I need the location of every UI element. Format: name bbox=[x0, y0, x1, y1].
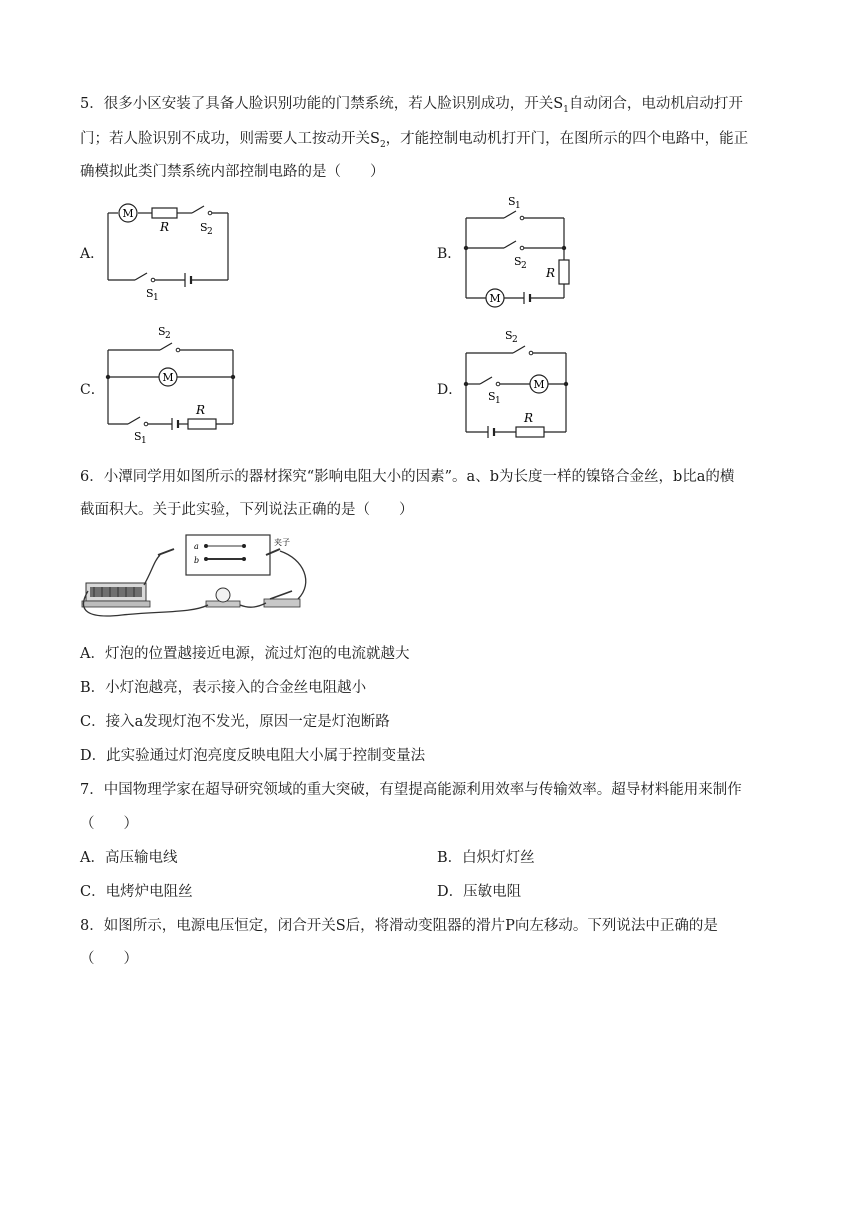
svg-text:2: 2 bbox=[521, 261, 527, 271]
q7-stem-line1: 7．中国物理学家在超导研究领域的重大突破，有望提高能源利用效率与传输效率。超导材料能用来制作 bbox=[80, 782, 742, 798]
svg-text:1: 1 bbox=[141, 436, 147, 446]
q5-option-b-letter: B． bbox=[437, 246, 462, 262]
q5-option-d-letter: D． bbox=[437, 382, 463, 398]
svg-text:S: S bbox=[146, 287, 154, 300]
svg-text:R: R bbox=[524, 411, 534, 425]
svg-text:R: R bbox=[196, 403, 206, 417]
q6-option-d: D．此实验通过灯泡亮度反映电阻大小属于控制变量法 bbox=[80, 748, 426, 764]
q5-circuit-a bbox=[100, 195, 240, 305]
svg-text:S: S bbox=[508, 195, 516, 208]
q8-stem-line2: （ ） bbox=[80, 951, 138, 967]
q5-option-c-letter: C． bbox=[80, 382, 105, 398]
q6-stem-line1: 6．小潭同学用如图所示的器材探究“影响电阻大小的因素”。a、b为长度一样的镍铬合金丝，b比a的横 bbox=[80, 469, 735, 485]
q7-option-a: A．高压输电线 bbox=[80, 850, 178, 866]
clip-label: 夹子 bbox=[274, 538, 290, 547]
resistor-label: R bbox=[160, 220, 170, 234]
q6-option-c: C．接入a发现灯泡不发光，原因一定是灯泡断路 bbox=[80, 714, 390, 730]
svg-text:S: S bbox=[488, 390, 496, 403]
q5-circuit-b bbox=[458, 195, 578, 310]
svg-text:R: R bbox=[546, 266, 556, 280]
wire-a-label: a bbox=[194, 542, 199, 551]
svg-text:2: 2 bbox=[512, 335, 518, 345]
q7-stem-line2: （ ） bbox=[80, 816, 138, 832]
svg-text:S: S bbox=[514, 255, 522, 268]
svg-text:2: 2 bbox=[207, 227, 213, 237]
svg-text:S: S bbox=[505, 329, 513, 342]
wire-b-label: b bbox=[194, 556, 200, 565]
q6-option-a: A．灯泡的位置越接近电源，流过灯泡的电流就越大 bbox=[80, 646, 410, 662]
svg-text:1: 1 bbox=[515, 201, 521, 211]
q5-stem-line1: 5．很多小区安装了具备人脸识别功能的门禁系统，若人脸识别成功，开关S bbox=[80, 96, 564, 112]
svg-text:1: 1 bbox=[495, 396, 501, 406]
q5-stem-line3: 确模拟此类门禁系统内部控制电路的是（ ） bbox=[80, 164, 385, 180]
q7-option-b: B．白炽灯灯丝 bbox=[437, 850, 535, 866]
svg-text:2: 2 bbox=[165, 331, 171, 341]
svg-text:S: S bbox=[134, 430, 142, 443]
q5-circuit-c bbox=[100, 320, 245, 445]
svg-text:1: 1 bbox=[153, 293, 159, 303]
q8-stem-line1: 8．如图所示，电源电压恒定，闭合开关S后，将滑动变阻器的滑片P向左移动。下列说法中正确的是 bbox=[80, 918, 718, 934]
q7-option-c: C．电烤炉电阻丝 bbox=[80, 884, 193, 900]
motor-label: M bbox=[122, 207, 134, 220]
q5-stem-line2: 门；若人脸识别不成功，则需要人工按动开关S bbox=[80, 131, 380, 147]
svg-text:S: S bbox=[158, 325, 166, 338]
q7-option-d: D．压敏电阻 bbox=[437, 884, 522, 900]
q6-apparatus-figure bbox=[82, 533, 322, 633]
svg-text:M: M bbox=[162, 371, 174, 384]
q6-stem-line2: 截面积大。关于此实验，下列说法正确的是（ ） bbox=[80, 502, 414, 518]
q6-option-b: B．小灯泡越亮，表示接入的合金丝电阻越小 bbox=[80, 680, 367, 696]
q5-circuit-d bbox=[458, 325, 578, 445]
svg-text:S: S bbox=[200, 221, 208, 234]
svg-text:M: M bbox=[533, 378, 545, 391]
q5-option-a-letter: A． bbox=[80, 246, 105, 262]
svg-text:M: M bbox=[489, 292, 501, 305]
